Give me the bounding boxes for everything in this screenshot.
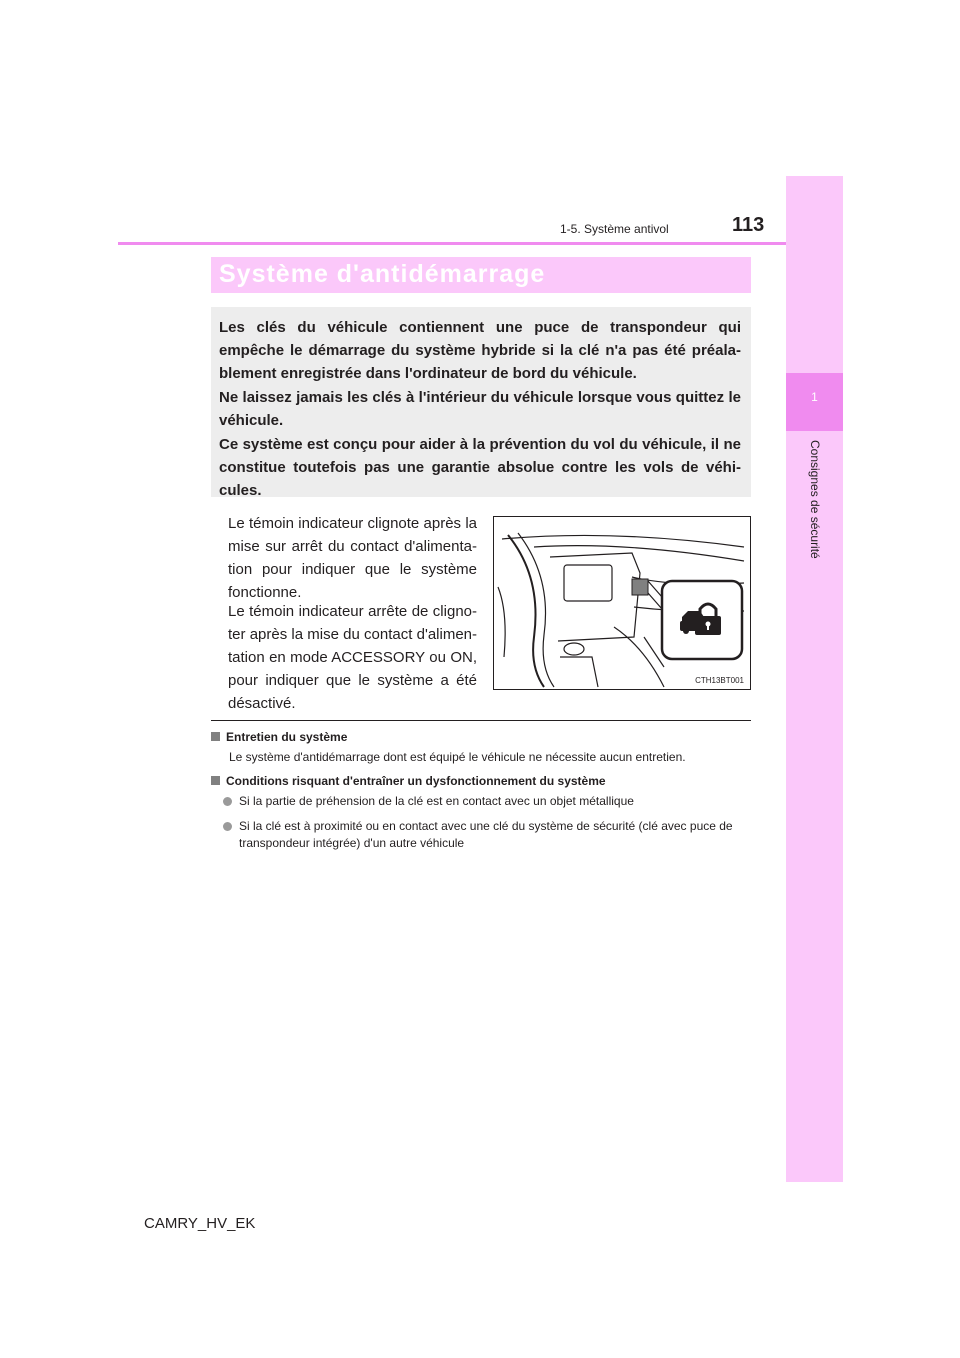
section-title: Système d'antidémarrage xyxy=(219,260,546,288)
bullet-text: Si la clé est à proximité ou en contact avec une clé du système de sécurité (clé avec puce de transpondeur intégrée) d'un autre véhicule xyxy=(239,819,733,850)
dashboard-drawing xyxy=(494,517,750,689)
section-title-bar xyxy=(211,257,751,293)
document-footer-code: CAMRY_HV_EK xyxy=(144,1215,256,1232)
section-divider xyxy=(211,720,751,721)
intro-paragraph: Ne laissez jamais les clés à l'intérieur du véhicule lorsque vous quittez le véhicule. xyxy=(219,389,741,429)
header-divider xyxy=(118,242,786,245)
note-heading-maintenance xyxy=(211,730,347,744)
intro-paragraph: Ce système est conçu pour aider à la prévention du vol du véhicule, il ne constitue toutefois pas une garantie absolue contre les vols de véhi-cules. xyxy=(219,436,741,499)
chapter-label-container xyxy=(786,440,843,600)
note-text-maintenance: Le système d'antidémarrage dont est équipé le véhicule ne nécessite aucun entretien. xyxy=(229,750,686,764)
bullet-text: Si la partie de préhension de la clé est en contact avec un objet métallique xyxy=(239,794,634,808)
body-paragraph: Le témoin indicateur arrête de cligno-ter après la mise du contact d'alimen-tation en mode ACCESSORY ou ON, pour indiquer que le système a été désactivé. xyxy=(228,603,477,712)
note-heading-text: Entretien du système xyxy=(226,730,348,744)
square-bullet-icon xyxy=(211,732,220,741)
note-heading-malfunction xyxy=(211,774,606,788)
note-heading-text: Conditions risquant d'entraîner un dysfonctionnement du système xyxy=(226,774,606,788)
illustration-code: CTH13BT001 xyxy=(695,676,744,685)
dashboard-illustration xyxy=(493,516,751,690)
round-bullet-icon xyxy=(223,797,232,806)
round-bullet-icon xyxy=(223,822,232,831)
square-bullet-icon xyxy=(211,776,220,785)
page-number: 113 xyxy=(732,214,765,236)
intro-box xyxy=(211,307,751,497)
intro-paragraph: Les clés du véhicule contiennent une puce de transpondeur qui empêche le démarrage du système hybride si la clé n'a pas été préala-blement enregistrée dans l'ordinateur de bord du véhicule. xyxy=(219,319,741,382)
body-paragraph: Le témoin indicateur clignote après la mise sur arrêt du contact d'alimenta-tion pour indiquer que le système fonctionne. xyxy=(228,515,477,601)
chapter-label: Consignes de sécurité xyxy=(808,440,822,559)
chapter-side-tab xyxy=(786,176,843,1182)
chapter-number: 1 xyxy=(811,390,818,404)
section-reference: 1-5. Système antivol xyxy=(560,222,669,236)
